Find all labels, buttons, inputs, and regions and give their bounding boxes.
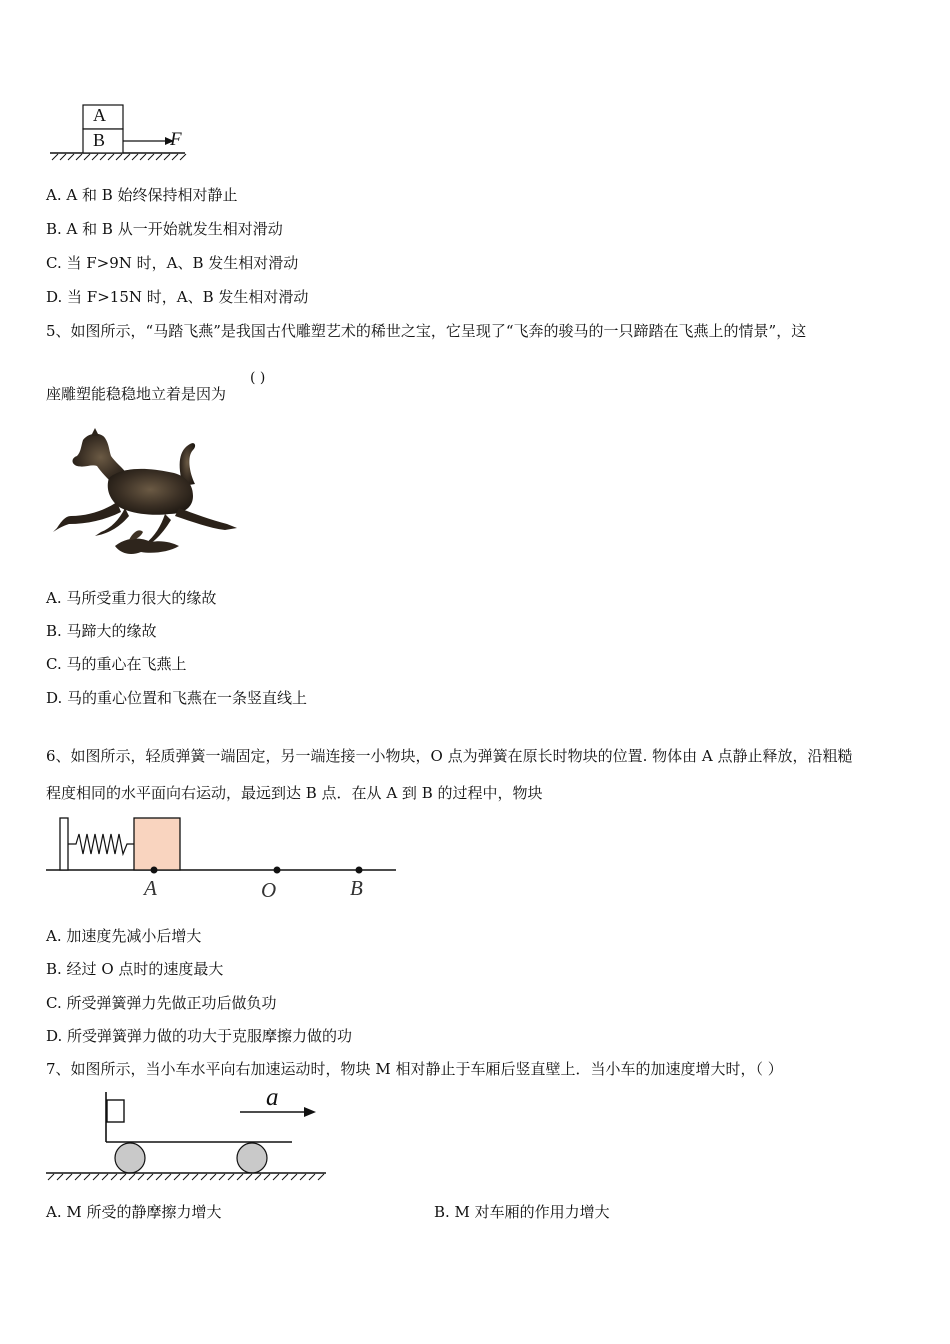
q7-figure bbox=[44, 1088, 334, 1188]
q4-option-d[interactable]: D. 当 F>15N 时，A、B 发生相对滑动 bbox=[46, 288, 309, 306]
point-o-label: O bbox=[261, 878, 277, 902]
point-b bbox=[356, 867, 363, 874]
point-o bbox=[274, 867, 281, 874]
small-block bbox=[134, 818, 180, 870]
force-f-label: F bbox=[170, 129, 182, 150]
rear-wheel bbox=[115, 1143, 145, 1173]
q6-option-d[interactable]: D. 所受弹簧弹力做的功大于克服摩擦力做的功 bbox=[46, 1027, 353, 1045]
q4-option-c[interactable]: C. 当 F>9N 时，A、B 发生相对滑动 bbox=[46, 254, 299, 272]
fixed-wall bbox=[60, 818, 68, 870]
q6-stem-line1: 6、如图所示，轻质弹簧一端固定，另一端连接一小物块，O 点为弹簧在原长时物块的位置. 物体由 A 点静止释放，沿粗糙 bbox=[46, 747, 853, 765]
q5-option-a[interactable]: A. 马所受重力很大的缘故 bbox=[46, 589, 217, 607]
block-a-label: A bbox=[93, 105, 106, 125]
q5-answer-bracket: ( ) bbox=[250, 370, 266, 386]
q7-stem-line1: 7、如图所示，当小车水平向右加速运动时，物块 M 相对静止于车厢后竖直壁上．当小车的加速度增大时，（ ） bbox=[46, 1060, 783, 1078]
horse-sculpture-image bbox=[45, 428, 240, 568]
q5-option-b[interactable]: B. 马蹄大的缘故 bbox=[46, 622, 157, 640]
point-a-label: A bbox=[144, 876, 157, 900]
q7-option-a[interactable]: A. M 所受的静摩擦力增大 bbox=[46, 1203, 222, 1221]
point-b-label: B bbox=[350, 876, 363, 900]
q6-option-a[interactable]: A. 加速度先减小后增大 bbox=[46, 927, 202, 945]
q5-stem-line2: 座雕塑能稳稳地立着是因为 bbox=[46, 385, 227, 403]
q4-option-a[interactable]: A. A 和 B 始终保持相对静止 bbox=[46, 186, 238, 204]
q4-option-b[interactable]: B. A 和 B 从一开始就发生相对滑动 bbox=[46, 220, 283, 238]
point-a bbox=[151, 867, 158, 874]
block-m bbox=[107, 1100, 124, 1122]
q6-option-b[interactable]: B. 经过 O 点时的速度最大 bbox=[46, 960, 224, 978]
spring bbox=[68, 834, 134, 854]
q5-stem-line1: 5、如图所示，“马踏飞燕”是我国古代雕塑艺术的稀世之宝，它呈现了“飞奔的骏马的一只蹄踏在飞燕上的情景”，这 bbox=[46, 322, 807, 340]
block-b-label: B bbox=[93, 130, 106, 150]
q7-option-b[interactable]: B. M 对车厢的作用力增大 bbox=[434, 1203, 610, 1221]
q5-option-c[interactable]: C. 马的重心在飞燕上 bbox=[46, 655, 187, 673]
q6-option-c[interactable]: C. 所受弹簧弹力先做正功后做负功 bbox=[46, 994, 277, 1012]
q5-option-d[interactable]: D. 马的重心位置和飞燕在一条竖直线上 bbox=[46, 689, 308, 707]
q6-stem-line2: 程度相同的水平面向右运动，最远到达 B 点．在从 A 到 B 的过程中，物块 bbox=[46, 784, 543, 802]
front-wheel bbox=[237, 1143, 267, 1173]
acceleration-label: a bbox=[266, 1084, 279, 1111]
